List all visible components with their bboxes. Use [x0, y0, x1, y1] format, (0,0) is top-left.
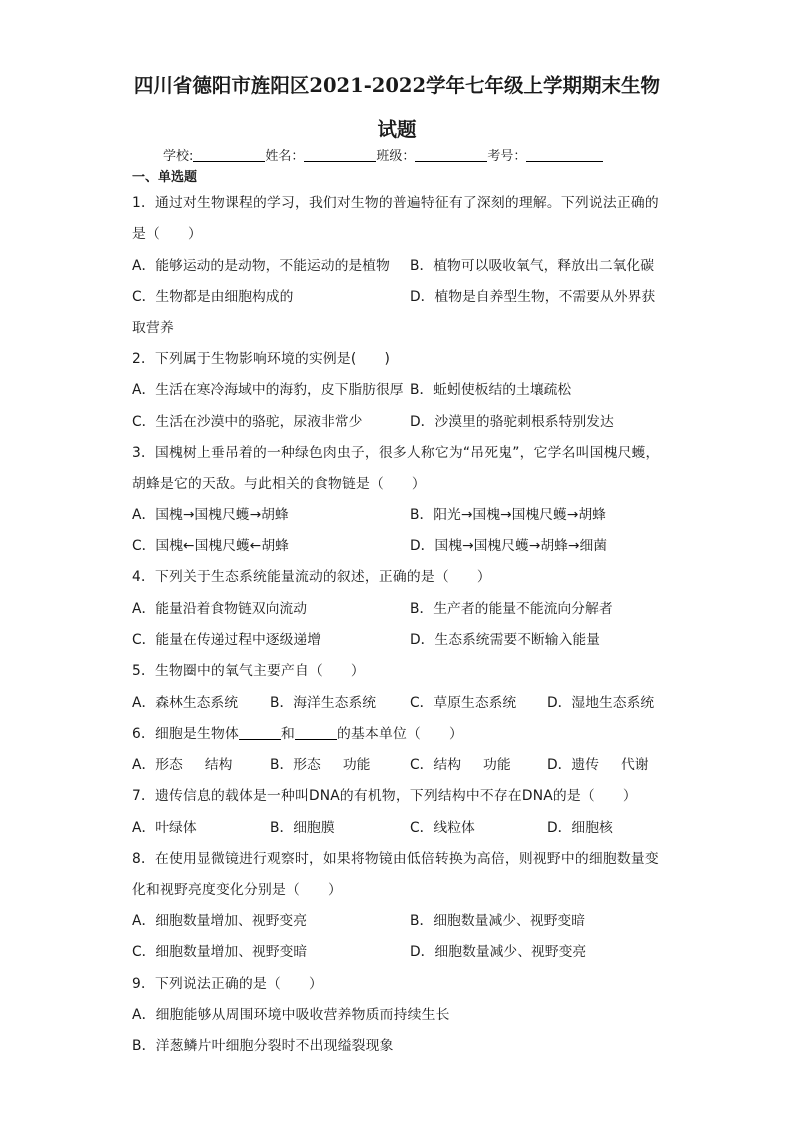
question-4-options-cd	[132, 628, 672, 648]
question-1-option-d-cont: 取营养	[132, 320, 174, 336]
name-label: 姓名：	[265, 149, 305, 164]
exam-no-blank	[526, 148, 603, 162]
question-3-stem-cont: 胡蜂是它的天敌。与此相关的食物链是（ ）	[132, 476, 426, 492]
option-b: B．蚯蚓使板结的土壤疏松	[410, 382, 572, 398]
option-a: A．细胞数量增加、视野变亮	[132, 913, 307, 929]
option-c: C．细胞数量增加、视野变暗	[132, 944, 308, 960]
option-b: B．阳光→国槐→国槐尺蠖→胡蜂	[410, 507, 606, 523]
option-c: C．草原生态系统	[410, 695, 517, 711]
student-info-row	[163, 145, 603, 164]
option-c-word2: 功能	[483, 757, 511, 773]
option-a: A．国槐→国槐尺蠖→胡蜂	[132, 507, 289, 523]
option-b-word1: B．形态	[270, 757, 321, 773]
question-3-stem: 3．国槐树上垂吊着的一种绿色肉虫子，很多人称它为“吊死鬼”，它学名叫国槐尺蠖，	[132, 445, 660, 461]
section-heading: 一、单选题	[132, 170, 198, 185]
question-3-options-cd	[132, 534, 672, 554]
question-1-options-ab	[132, 254, 672, 274]
option-c: C．国槐←国槐尺蠖←胡蜂	[132, 538, 289, 554]
question-3-options-ab	[132, 503, 672, 523]
question-7-stem: 7．遗传信息的载体是一种叫DNA的有机物，下列结构中不存在DNA的是（ ）	[132, 788, 637, 804]
option-a: A．能量沿着食物链双向流动	[132, 601, 307, 617]
question-6-part1: 6．细胞是生物体	[132, 726, 239, 742]
school-label: 学校:	[163, 149, 194, 164]
question-6-stem	[132, 722, 463, 742]
question-1-stem-cont: 是（ ）	[132, 226, 202, 242]
fill-blank	[295, 727, 337, 740]
question-9-option-a: A．细胞能够从周围环境中吸收营养物质而持续生长	[132, 1007, 450, 1023]
option-b: B．生产者的能量不能流向分解者	[410, 601, 613, 617]
option-b: B．植物可以吸收氧气，释放出二氧化碳	[410, 258, 655, 274]
question-5-options	[132, 691, 672, 711]
option-a: A．生活在寒冷海域中的海豹，皮下脂肪很厚	[132, 382, 404, 398]
option-d: D．湿地生态系统	[547, 695, 655, 711]
exam-title-line2: 试题	[377, 118, 417, 141]
question-4-options-ab	[132, 597, 672, 617]
option-c: C．能量在传递过程中逐级递增	[132, 632, 321, 648]
option-c-word1: C．结构	[410, 757, 462, 773]
option-d: D．细胞数量减少、视野变亮	[410, 944, 587, 960]
option-b: B．细胞数量减少、视野变暗	[410, 913, 586, 929]
question-8-stem: 8．在使用显微镜进行观察时，如果将物镜由低倍转换为高倍，则视野中的细胞数量变	[132, 851, 659, 867]
class-blank	[415, 148, 487, 162]
option-c: C．生物都是由细胞构成的	[132, 289, 294, 305]
question-7-options	[132, 816, 672, 836]
school-blank	[193, 148, 265, 162]
option-a	[132, 753, 232, 773]
option-d: D．细胞核	[547, 820, 613, 836]
question-1-stem: 1．通过对生物课程的学习，我们对生物的普遍特征有了深刻的理解。下列说法正确的	[132, 195, 659, 211]
question-2-stem: 2．下列属于生物影响环境的实例是( )	[132, 351, 391, 367]
option-d: D．国槐→国槐尺蠖→胡蜂→细菌	[410, 538, 608, 554]
name-blank	[304, 148, 376, 162]
option-d	[547, 753, 649, 773]
option-a: A．森林生态系统	[132, 695, 239, 711]
question-6-options	[132, 753, 672, 773]
question-5-stem: 5．生物圈中的氧气主要产自（ ）	[132, 663, 365, 679]
question-6-part2: 和	[280, 726, 295, 742]
option-c: C．生活在沙漠中的骆驼，尿液非常少	[132, 414, 363, 430]
option-a: A．能够运动的是动物，不能运动的是植物	[132, 258, 390, 274]
question-1-options-cd	[132, 285, 672, 305]
option-d: D．植物是自养型生物，不需要从外界获	[410, 289, 656, 305]
exam-no-label: 考号：	[487, 149, 527, 164]
option-d: D．生态系统需要不断输入能量	[410, 632, 600, 648]
class-label: 班级：	[376, 149, 416, 164]
option-c: C．线粒体	[410, 820, 475, 836]
option-c	[410, 753, 511, 773]
option-a: A．叶绿体	[132, 820, 197, 836]
option-b: B．海洋生态系统	[270, 695, 377, 711]
question-6-part3: 的基本单位（ ）	[336, 726, 463, 742]
option-d-word2: 代谢	[621, 757, 649, 773]
option-a-word1: A．形态	[132, 757, 183, 773]
option-b-word2: 功能	[342, 757, 371, 773]
question-4-stem: 4．下列关于生态系统能量流动的叙述，正确的是（ ）	[132, 569, 491, 585]
question-8-options-ab	[132, 909, 672, 929]
option-d-word1: D．遗传	[547, 757, 600, 773]
question-9-stem: 9．下列说法正确的是（ ）	[132, 976, 323, 992]
question-2-options-cd	[132, 410, 672, 430]
exam-title-line1: 四川省德阳市旌阳区2021-2022学年七年级上学期期末生物	[133, 74, 661, 97]
option-b: B．细胞膜	[270, 820, 335, 836]
option-d: D．沙漠里的骆驼刺根系特别发达	[410, 414, 614, 430]
option-a-word2: 结构	[204, 757, 233, 773]
question-2-options-ab	[132, 378, 672, 398]
fill-blank	[239, 727, 281, 740]
question-8-options-cd	[132, 940, 672, 960]
option-b	[270, 753, 370, 773]
question-8-stem-cont: 化和视野亮度变化分别是（ ）	[132, 882, 342, 898]
question-9-option-b: B．洋葱鳞片叶细胞分裂时不出现缢裂现象	[132, 1038, 394, 1054]
